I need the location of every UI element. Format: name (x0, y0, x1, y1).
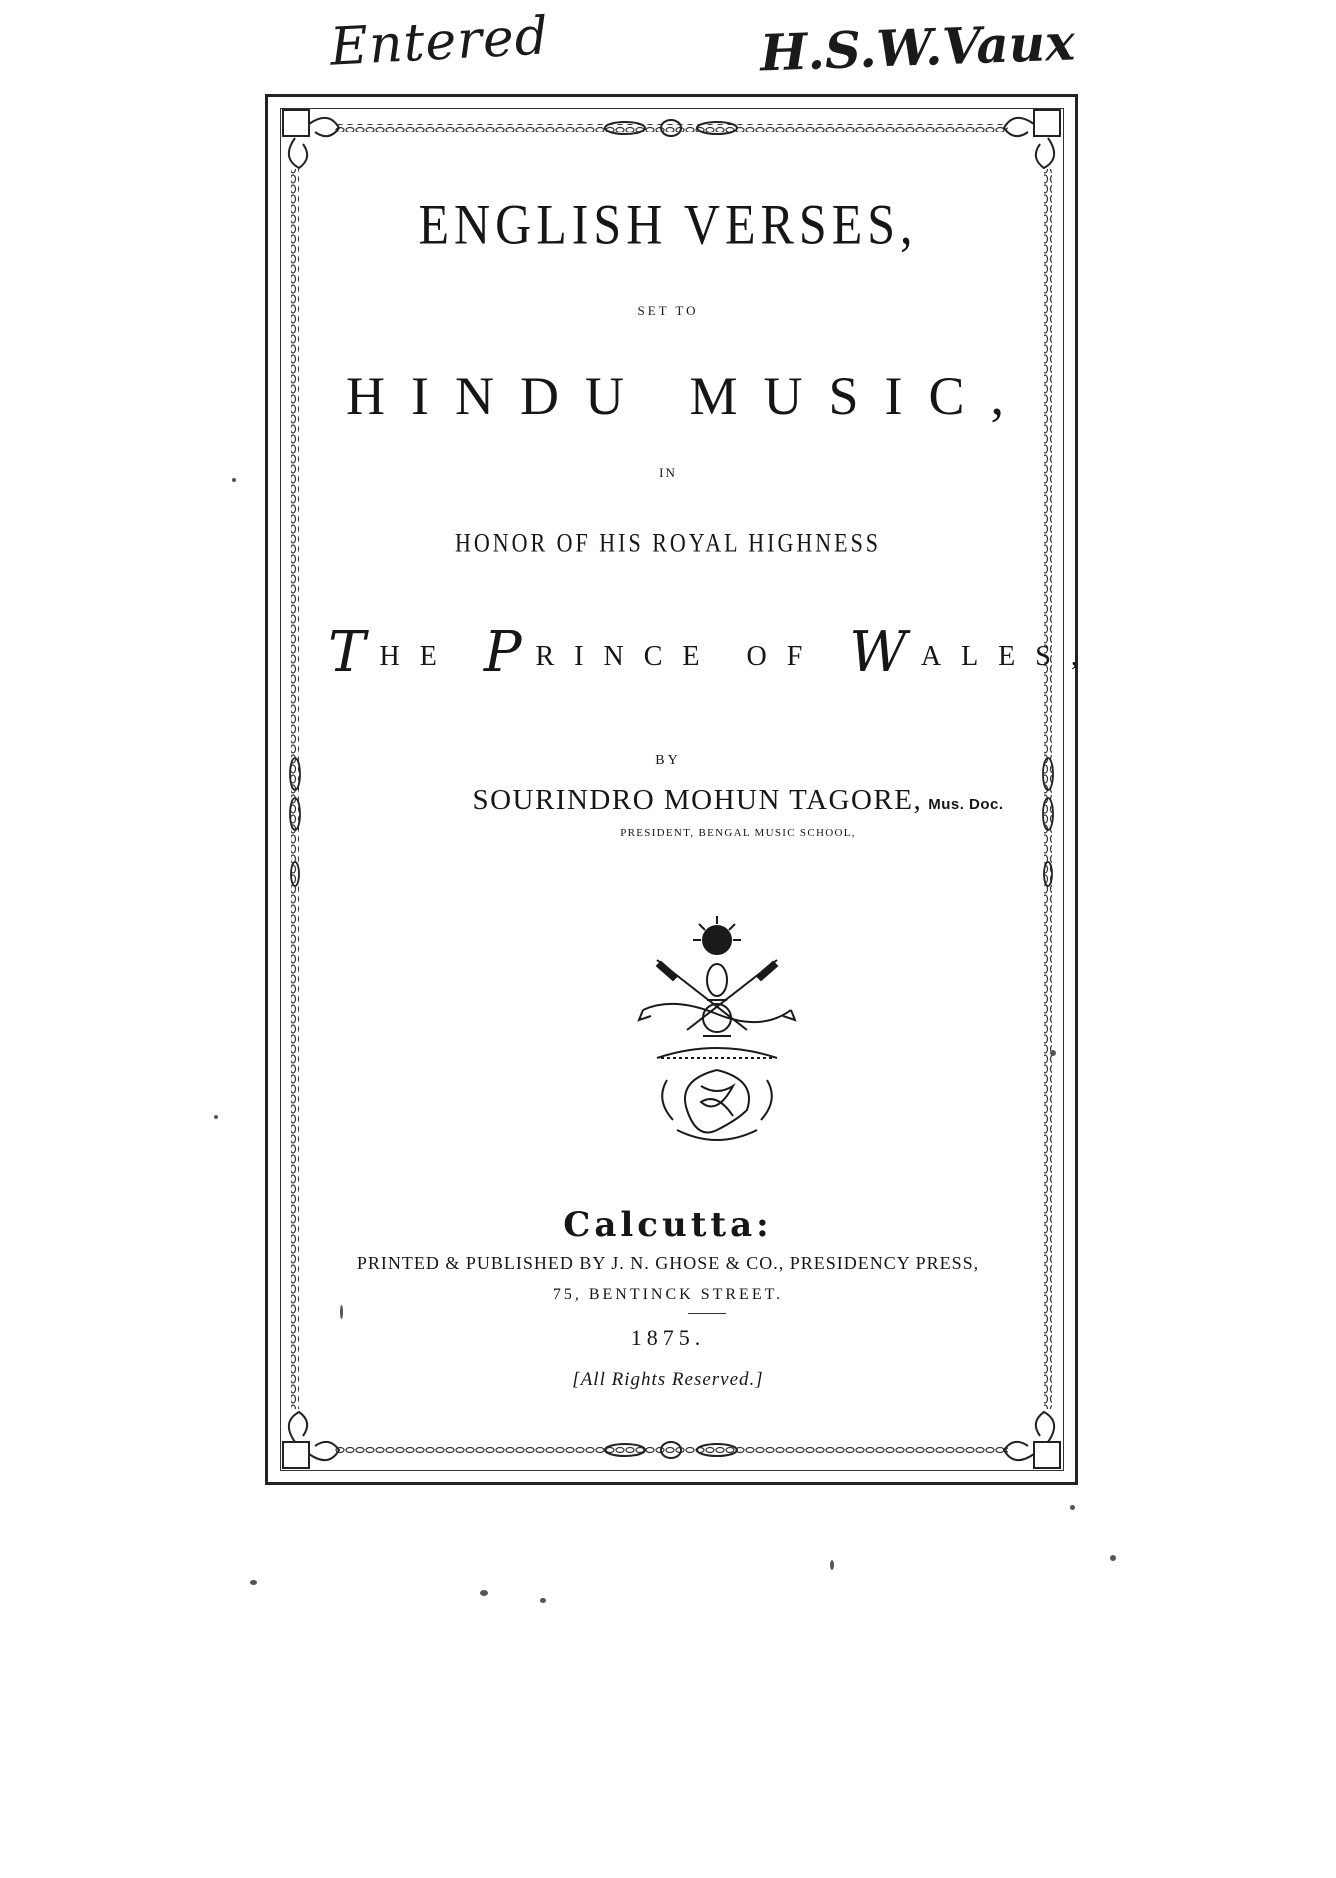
city-imprint: Calcutta: (563, 1205, 773, 1245)
handwritten-signature: H.S.W.Vaux (759, 12, 1076, 83)
prince-word-of: OF (746, 641, 823, 672)
prince-word-the: HE (379, 641, 457, 672)
in-line: IN (659, 465, 677, 480)
honor-line: HONOR OF HIS ROYAL HIGHNESS (454, 527, 882, 558)
rights-notice: [All Rights Reserved.] (572, 1369, 764, 1390)
short-rule (688, 1313, 726, 1314)
prince-cap-p: P (483, 620, 536, 685)
author-line (0, 784, 1336, 817)
set-to-line: SET TO (637, 303, 699, 318)
scan-speck (1110, 1555, 1116, 1561)
scan-speck (214, 1115, 218, 1119)
scan-speck (1050, 1050, 1056, 1056)
prince-word-rince: RINCE (535, 641, 720, 672)
music-emblem-icon (637, 910, 797, 1150)
scan-speck (250, 1580, 257, 1585)
handwritten-entered-note: Entered (328, 6, 551, 78)
scan-speck (340, 1305, 343, 1319)
scan-speck (480, 1590, 488, 1596)
book-subtitle: HINDU MUSIC, (345, 366, 1030, 426)
printer-line: PRINTED & PUBLISHED BY J. N. GHOSE & CO., PRESIDENCY PRESS, (356, 1253, 980, 1273)
prince-of-wales-line (0, 614, 1336, 685)
by-line: BY (655, 753, 681, 768)
book-title: ENGLISH VERSES, (418, 191, 918, 257)
prince-cap-w: W (849, 620, 921, 685)
author-role: PRESIDENT, BENGAL MUSIC SCHOOL, (620, 827, 856, 839)
author-name: SOURINDRO MOHUN TAGORE, (472, 784, 923, 816)
publication-year: 1875. (630, 1325, 706, 1350)
author-degree: Mus. Doc. (928, 796, 1004, 813)
address-line: 75, BENTINCK STREET. (552, 1286, 784, 1303)
scan-speck (1070, 1505, 1075, 1510)
prince-word-ales: ALES, (920, 641, 1098, 672)
scan-speck (830, 1560, 834, 1570)
prince-cap-t: T (328, 620, 380, 685)
scan-speck (232, 478, 236, 482)
scan-speck (540, 1598, 546, 1603)
